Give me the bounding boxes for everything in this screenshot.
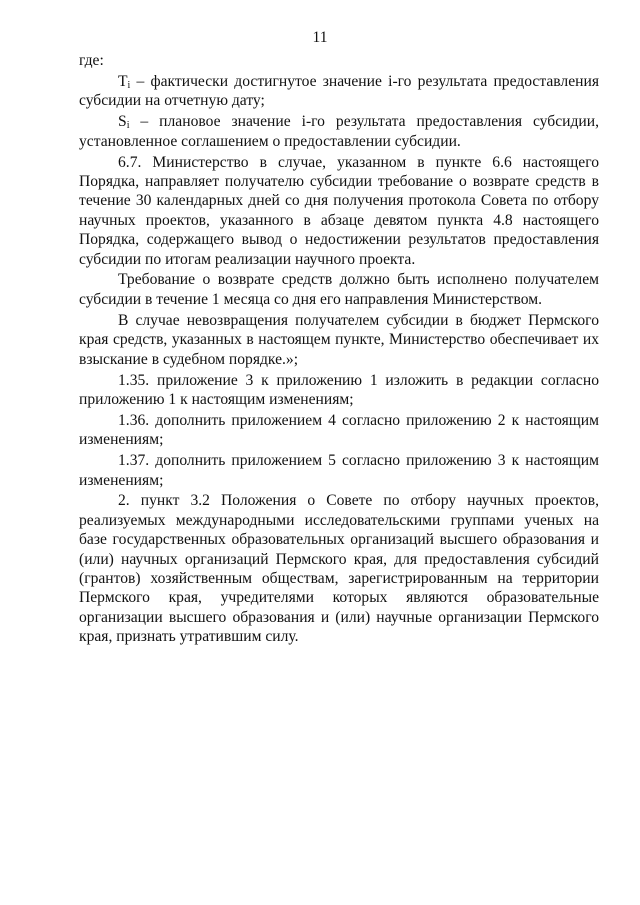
paragraph-ti-definition <box>79 72 599 111</box>
ti-definition-text: – фактически достигнутое значение i-го результата предоставления субсидии на отчетную дату; <box>79 72 599 110</box>
paragraph-si-definition <box>79 112 599 151</box>
paragraph-requirement: Требование о возврате средств должно быть исполнено получателем субсидии в течение 1 месяца со дня его направления Министерством. <box>79 271 599 308</box>
non-return-text: В случае невозвращения получателем субсидии в бюджет Пермского края средств, указанных в настоящем пункте, Министерство обеспечивает <box>79 311 599 349</box>
si-definition-text: – плановое значение i-го результата предоставления субсидии, установленное соглашением о предоставлении субсидии. <box>79 113 599 150</box>
ti-symbol: T <box>118 72 128 90</box>
si-symbol: S <box>118 113 127 131</box>
paragraph-where: где: <box>79 52 104 69</box>
document-body <box>79 51 599 647</box>
page-number: 11 <box>312 29 328 46</box>
non-return-text-end: их взыскание в судебном порядке.»; <box>79 331 599 368</box>
paragraph-6-7: 6.7. Министерство в случае, указанном в пункте 6.6 настоящего Порядка, направляет получателю субсидии требование о возврате средств в течение 30 календарных дней со дня получения протокола Совета по отбору научных проектов, указанного в абзаце девятом пункта 4.8 настоящего Порядка, содержащего вывод о недостижении результатов предоставления субсидии по итогам реализации научного проекта. <box>79 153 599 268</box>
paragraph-1-35: 1.35. приложение 3 к приложению 1 изложить в редакции согласно приложению 1 к настоящим изменениям; <box>79 371 599 408</box>
paragraph-1-36: 1.36. дополнить приложением 4 согласно приложению 2 к настоящим изменениям; <box>79 411 599 449</box>
paragraph-2: 2. пункт 3.2 Положения о Совете по отбору научных проектов, реализуемых международными исследовательскими группами ученых на базе государственных образовательных организаций высшего образования и (или) научных организаций Пермского края, для предоставления субсидий (грантов) хозяйственным обществам, зарегистрированным на территории Пермского края, учредителями которых являются образовательные организации высшего образования и (или) научные организации Пермского края, признать утратившим силу. <box>79 492 599 646</box>
paragraph-1-37: 1.37. дополнить приложением 5 согласно приложению 3 к настоящим изменениям; <box>79 452 599 489</box>
si-subscript: i <box>126 120 130 132</box>
paragraph-non-return <box>79 311 599 369</box>
ti-subscript: i <box>127 79 131 91</box>
